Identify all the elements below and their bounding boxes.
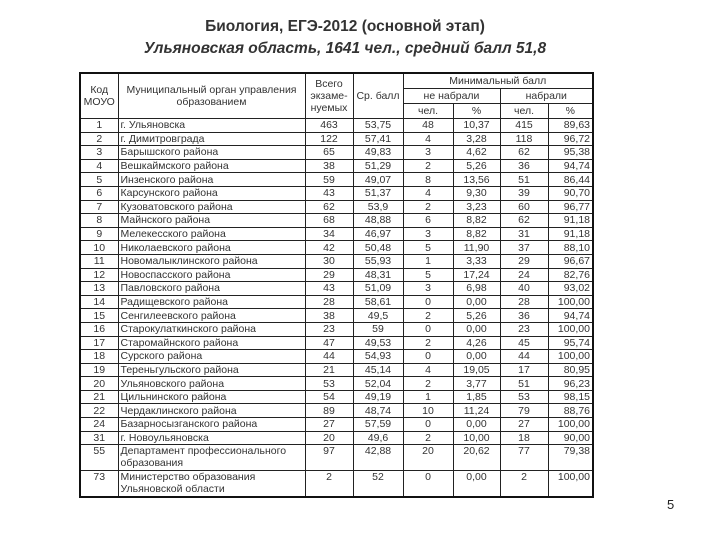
- cell-code: 14: [80, 295, 118, 309]
- cell-reached-pct: 90,70: [548, 186, 593, 200]
- cell-not-reached-people: 4: [403, 132, 453, 146]
- cell-code: 31: [80, 431, 118, 445]
- table-row: [80, 146, 593, 160]
- cell-not-reached-people: 10: [403, 404, 453, 418]
- cell-reached-pct: 86,44: [548, 173, 593, 187]
- cell-org: Старомайнского района: [118, 336, 305, 350]
- cell-code: 11: [80, 254, 118, 268]
- cell-not-reached-people: 2: [403, 336, 453, 350]
- cell-org: г. Новоульяновска: [118, 431, 305, 445]
- cell-avg: 52,04: [353, 377, 403, 391]
- cell-avg: 52: [353, 471, 403, 498]
- cell-not-reached-people: 2: [403, 309, 453, 323]
- cell-avg: 58,61: [353, 295, 403, 309]
- cell-reached-people: 37: [500, 241, 548, 255]
- cell-not-reached-pct: 9,30: [453, 186, 500, 200]
- cell-code: 4: [80, 159, 118, 173]
- cell-code: 6: [80, 186, 118, 200]
- cell-avg: 59: [353, 322, 403, 336]
- cell-code: 2: [80, 132, 118, 146]
- cell-total: 47: [305, 336, 353, 350]
- table-row: [80, 173, 593, 187]
- cell-org: Инзенского района: [118, 173, 305, 187]
- cell-not-reached-pct: 0,00: [453, 350, 500, 364]
- cell-avg: 49,53: [353, 336, 403, 350]
- table-row: [80, 214, 593, 228]
- cell-not-reached-pct: 17,24: [453, 268, 500, 282]
- cell-avg: 50,48: [353, 241, 403, 255]
- cell-not-reached-pct: 11,90: [453, 241, 500, 255]
- cell-total: 122: [305, 132, 353, 146]
- cell-not-reached-pct: 11,24: [453, 404, 500, 418]
- cell-avg: 51,29: [353, 159, 403, 173]
- cell-not-reached-pct: 0,00: [453, 322, 500, 336]
- cell-org: Павловского района: [118, 282, 305, 296]
- cell-code: 21: [80, 390, 118, 404]
- cell-avg: 57,59: [353, 418, 403, 432]
- cell-not-reached-pct: 3,28: [453, 132, 500, 146]
- cell-reached-people: 77: [500, 445, 548, 471]
- cell-reached-people: 39: [500, 186, 548, 200]
- cell-not-reached-people: 0: [403, 350, 453, 364]
- cell-code: 13: [80, 282, 118, 296]
- cell-org: Старокулаткинского района: [118, 322, 305, 336]
- cell-total: 89: [305, 404, 353, 418]
- cell-total: 54: [305, 390, 353, 404]
- cell-avg: 51,37: [353, 186, 403, 200]
- cell-not-reached-pct: 8,82: [453, 227, 500, 241]
- cell-code: 24: [80, 418, 118, 432]
- cell-not-reached-pct: 0,00: [453, 295, 500, 309]
- header-not-reached-pct: %: [453, 104, 500, 119]
- cell-reached-pct: 91,18: [548, 227, 593, 241]
- cell-total: 21: [305, 363, 353, 377]
- cell-org: Тереньгульского района: [118, 363, 305, 377]
- table-row: [80, 350, 593, 364]
- cell-code: 19: [80, 363, 118, 377]
- cell-code: 9: [80, 227, 118, 241]
- cell-total: 62: [305, 200, 353, 214]
- cell-reached-people: 53: [500, 390, 548, 404]
- cell-not-reached-people: 2: [403, 377, 453, 391]
- cell-not-reached-pct: 3,77: [453, 377, 500, 391]
- table-row: [80, 295, 593, 309]
- table-row: [80, 336, 593, 350]
- cell-total: 38: [305, 159, 353, 173]
- header-reached-people: чел.: [500, 104, 548, 119]
- cell-avg: 49,07: [353, 173, 403, 187]
- header-code: Код МОУО: [80, 73, 118, 119]
- cell-code: 16: [80, 322, 118, 336]
- cell-reached-pct: 95,38: [548, 146, 593, 160]
- cell-code: 3: [80, 146, 118, 160]
- cell-reached-people: 31: [500, 227, 548, 241]
- cell-code: 5: [80, 173, 118, 187]
- table-row: [80, 200, 593, 214]
- cell-reached-pct: 100,00: [548, 295, 593, 309]
- header-reached-pct: %: [548, 104, 593, 119]
- table-row: [80, 119, 593, 133]
- cell-reached-people: 79: [500, 404, 548, 418]
- table-row: [80, 471, 593, 498]
- cell-reached-people: 29: [500, 254, 548, 268]
- header-avg: Ср. балл: [353, 73, 403, 119]
- cell-reached-pct: 96,72: [548, 132, 593, 146]
- cell-org: Радищевского района: [118, 295, 305, 309]
- cell-reached-pct: 82,76: [548, 268, 593, 282]
- cell-not-reached-pct: 10,00: [453, 431, 500, 445]
- cell-reached-people: 17: [500, 363, 548, 377]
- cell-not-reached-people: 8: [403, 173, 453, 187]
- table-row: [80, 431, 593, 445]
- cell-reached-people: 2: [500, 471, 548, 498]
- cell-org: Сурского района: [118, 350, 305, 364]
- cell-reached-people: 23: [500, 322, 548, 336]
- table-row: [80, 254, 593, 268]
- cell-avg: 55,93: [353, 254, 403, 268]
- cell-org: Барышского района: [118, 146, 305, 160]
- cell-org: г. Димитровграда: [118, 132, 305, 146]
- table-row: [80, 445, 593, 471]
- table-row: [80, 227, 593, 241]
- cell-not-reached-pct: 20,62: [453, 445, 500, 471]
- cell-not-reached-pct: 3,23: [453, 200, 500, 214]
- cell-reached-pct: 100,00: [548, 418, 593, 432]
- cell-reached-people: 62: [500, 146, 548, 160]
- cell-reached-people: 60: [500, 200, 548, 214]
- header-min-score: Минимальный балл: [403, 73, 593, 89]
- cell-reached-people: 36: [500, 309, 548, 323]
- table-row: [80, 404, 593, 418]
- cell-reached-pct: 88,76: [548, 404, 593, 418]
- cell-reached-pct: 96,23: [548, 377, 593, 391]
- cell-org: Вешкаймского района: [118, 159, 305, 173]
- table-row: [80, 309, 593, 323]
- cell-code: 8: [80, 214, 118, 228]
- header-total: Всего экзаме-нуемых: [305, 73, 353, 119]
- cell-not-reached-pct: 4,62: [453, 146, 500, 160]
- cell-reached-people: 18: [500, 431, 548, 445]
- cell-code: 22: [80, 404, 118, 418]
- cell-reached-pct: 98,15: [548, 390, 593, 404]
- table-row: [80, 186, 593, 200]
- header-not-reached-people: чел.: [403, 104, 453, 119]
- cell-code: 20: [80, 377, 118, 391]
- cell-not-reached-pct: 5,26: [453, 159, 500, 173]
- cell-avg: 45,14: [353, 363, 403, 377]
- cell-org: г. Ульяновска: [118, 119, 305, 133]
- cell-reached-pct: 94,74: [548, 159, 593, 173]
- cell-code: 55: [80, 445, 118, 471]
- cell-reached-people: 415: [500, 119, 548, 133]
- cell-reached-pct: 100,00: [548, 350, 593, 364]
- cell-total: 43: [305, 282, 353, 296]
- cell-code: 15: [80, 309, 118, 323]
- cell-reached-people: 45: [500, 336, 548, 350]
- cell-total: 97: [305, 445, 353, 471]
- cell-org: Мелекесского района: [118, 227, 305, 241]
- cell-not-reached-people: 48: [403, 119, 453, 133]
- table-row: [80, 132, 593, 146]
- cell-total: 23: [305, 322, 353, 336]
- cell-reached-people: 27: [500, 418, 548, 432]
- cell-org: Карсунского района: [118, 186, 305, 200]
- cell-not-reached-pct: 0,00: [453, 471, 500, 498]
- cell-org: Новомалыклинского района: [118, 254, 305, 268]
- cell-total: 42: [305, 241, 353, 255]
- header-not-reached: не набрали: [403, 89, 500, 104]
- slide-title: Биология, ЕГЭ-2012 (основной этап): [205, 18, 485, 35]
- cell-code: 12: [80, 268, 118, 282]
- cell-not-reached-people: 0: [403, 418, 453, 432]
- cell-not-reached-people: 3: [403, 146, 453, 160]
- cell-not-reached-pct: 4,26: [453, 336, 500, 350]
- cell-code: 7: [80, 200, 118, 214]
- table-row: [80, 322, 593, 336]
- cell-not-reached-people: 20: [403, 445, 453, 471]
- cell-reached-pct: 80,95: [548, 363, 593, 377]
- cell-not-reached-people: 0: [403, 322, 453, 336]
- cell-reached-pct: 100,00: [548, 471, 593, 498]
- cell-avg: 53,9: [353, 200, 403, 214]
- page-number: 5: [667, 497, 675, 512]
- cell-total: 20: [305, 431, 353, 445]
- slide-subtitle: Ульяновская область, 1641 чел., средний балл 51,8: [143, 40, 547, 57]
- table-row: [80, 390, 593, 404]
- cell-avg: 49,6: [353, 431, 403, 445]
- cell-not-reached-people: 1: [403, 254, 453, 268]
- cell-org: Базарносызганского района: [118, 418, 305, 432]
- cell-total: 29: [305, 268, 353, 282]
- cell-total: 27: [305, 418, 353, 432]
- cell-not-reached-pct: 8,82: [453, 214, 500, 228]
- table-row: [80, 418, 593, 432]
- cell-reached-people: 24: [500, 268, 548, 282]
- cell-avg: 48,88: [353, 214, 403, 228]
- cell-avg: 49,19: [353, 390, 403, 404]
- cell-total: 68: [305, 214, 353, 228]
- cell-not-reached-people: 1: [403, 390, 453, 404]
- cell-org: Цильнинского района: [118, 390, 305, 404]
- table-row: [80, 282, 593, 296]
- cell-not-reached-people: 5: [403, 268, 453, 282]
- cell-reached-pct: 88,10: [548, 241, 593, 255]
- cell-not-reached-people: 5: [403, 241, 453, 255]
- cell-org: Николаевского района: [118, 241, 305, 255]
- cell-code: 18: [80, 350, 118, 364]
- results-table: [79, 72, 594, 498]
- cell-total: 44: [305, 350, 353, 364]
- cell-reached-people: 62: [500, 214, 548, 228]
- cell-reached-people: 51: [500, 173, 548, 187]
- cell-reached-pct: 96,67: [548, 254, 593, 268]
- cell-avg: 49,5: [353, 309, 403, 323]
- cell-not-reached-pct: 13,56: [453, 173, 500, 187]
- cell-reached-pct: 93,02: [548, 282, 593, 296]
- cell-not-reached-people: 6: [403, 214, 453, 228]
- cell-not-reached-people: 0: [403, 471, 453, 498]
- cell-avg: 42,88: [353, 445, 403, 471]
- cell-org: Чердаклинского района: [118, 404, 305, 418]
- cell-org: Министерство образования Ульяновской области: [118, 471, 305, 498]
- table-row: [80, 159, 593, 173]
- cell-code: 73: [80, 471, 118, 498]
- cell-total: 463: [305, 119, 353, 133]
- cell-total: 30: [305, 254, 353, 268]
- cell-not-reached-people: 2: [403, 200, 453, 214]
- cell-code: 1: [80, 119, 118, 133]
- cell-not-reached-pct: 0,00: [453, 418, 500, 432]
- cell-total: 43: [305, 186, 353, 200]
- table-body: [80, 119, 593, 498]
- cell-reached-pct: 100,00: [548, 322, 593, 336]
- cell-reached-people: 36: [500, 159, 548, 173]
- cell-code: 10: [80, 241, 118, 255]
- cell-not-reached-people: 2: [403, 431, 453, 445]
- cell-reached-people: 28: [500, 295, 548, 309]
- cell-not-reached-people: 2: [403, 159, 453, 173]
- table-row: [80, 268, 593, 282]
- cell-total: 28: [305, 295, 353, 309]
- cell-reached-pct: 94,74: [548, 309, 593, 323]
- cell-reached-pct: 79,38: [548, 445, 593, 471]
- cell-avg: 46,97: [353, 227, 403, 241]
- cell-not-reached-people: 4: [403, 186, 453, 200]
- table-row: [80, 241, 593, 255]
- cell-org: Новоспасского района: [118, 268, 305, 282]
- cell-reached-people: 40: [500, 282, 548, 296]
- cell-org: Департамент профессионального образования: [118, 445, 305, 471]
- cell-avg: 48,74: [353, 404, 403, 418]
- cell-total: 2: [305, 471, 353, 498]
- cell-reached-pct: 90,00: [548, 431, 593, 445]
- cell-reached-people: 51: [500, 377, 548, 391]
- cell-not-reached-pct: 19,05: [453, 363, 500, 377]
- cell-reached-pct: 95,74: [548, 336, 593, 350]
- cell-not-reached-pct: 6,98: [453, 282, 500, 296]
- cell-not-reached-pct: 3,33: [453, 254, 500, 268]
- cell-avg: 53,75: [353, 119, 403, 133]
- cell-avg: 49,83: [353, 146, 403, 160]
- cell-code: 17: [80, 336, 118, 350]
- cell-avg: 57,41: [353, 132, 403, 146]
- cell-not-reached-people: 3: [403, 227, 453, 241]
- cell-org: Майнского района: [118, 214, 305, 228]
- cell-total: 38: [305, 309, 353, 323]
- cell-reached-pct: 91,18: [548, 214, 593, 228]
- header-reached: набрали: [500, 89, 593, 104]
- cell-not-reached-pct: 1,85: [453, 390, 500, 404]
- cell-total: 34: [305, 227, 353, 241]
- header-org: Муниципальный орган управления образованием: [118, 73, 305, 119]
- cell-reached-pct: 96,77: [548, 200, 593, 214]
- cell-avg: 54,93: [353, 350, 403, 364]
- cell-total: 59: [305, 173, 353, 187]
- cell-org: Кузоватовского района: [118, 200, 305, 214]
- cell-not-reached-pct: 10,37: [453, 119, 500, 133]
- cell-reached-people: 118: [500, 132, 548, 146]
- cell-not-reached-people: 0: [403, 295, 453, 309]
- table-row: [80, 363, 593, 377]
- cell-total: 53: [305, 377, 353, 391]
- cell-org: Сенгилеевского района: [118, 309, 305, 323]
- cell-not-reached-people: 3: [403, 282, 453, 296]
- table-row: [80, 377, 593, 391]
- cell-avg: 51,09: [353, 282, 403, 296]
- cell-not-reached-pct: 5,26: [453, 309, 500, 323]
- cell-avg: 48,31: [353, 268, 403, 282]
- cell-org: Ульяновского района: [118, 377, 305, 391]
- cell-reached-pct: 89,63: [548, 119, 593, 133]
- cell-total: 65: [305, 146, 353, 160]
- cell-reached-people: 44: [500, 350, 548, 364]
- cell-not-reached-people: 4: [403, 363, 453, 377]
